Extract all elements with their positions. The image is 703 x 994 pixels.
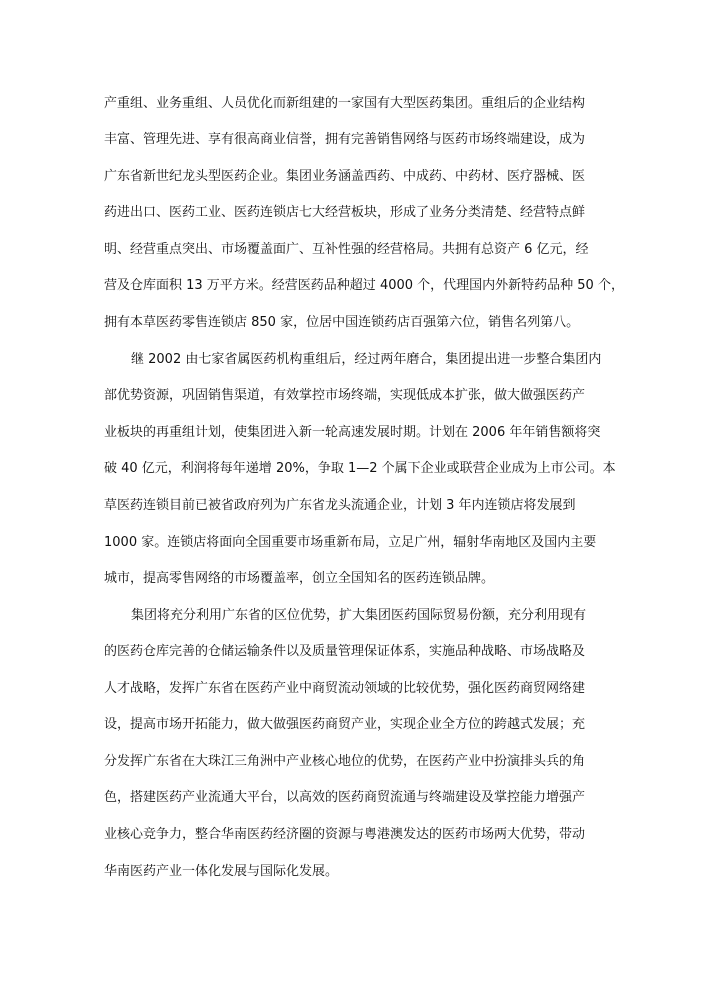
paragraph-line: 药进出口、医药工业、医药连锁店七大经营板块，形成了业务分类清楚、经营特点鲜 [104, 205, 586, 220]
paragraph-line: 破 40 亿元，利润将每年递增 20%，争取 1—2 个属下企业或联营企业成为上市公司。本 [104, 461, 616, 476]
paragraph-line: 明、经营重点突出、市场覆盖面广、互补性强的经营格局。共拥有总资产 6 亿元，经 [104, 242, 589, 257]
paragraph-line: 华南医药产业一体化发展与国际化发展。 [104, 864, 339, 879]
paragraph-line: 集团将充分利用广东省的区位优势，扩大集团医药国际贸易份额，充分利用现有 [131, 608, 587, 623]
paragraph-line: 产重组、业务重组、人员优化而新组建的一家国有大型医药集团。重组后的企业结构 [104, 96, 586, 111]
paragraph-line: 营及仓库面积 13 万平方米。经营医药品种超过 4000 个，代理国内外新特药品种 50 个， [104, 278, 624, 293]
paragraph-line: 业板块的再重组计划，使集团进入新一轮高速发展时期。计划在 2006 年年销售额将突 [104, 425, 601, 440]
paragraph-line: 人才战略，发挥广东省在医药产业中商贸流动领域的比较优势，强化医药商贸网络建 [104, 681, 586, 696]
paragraph-line: 色，搭建医药产业流通大平台，以高效的医药商贸流通与终端建设及掌控能力增强产 [104, 790, 586, 805]
paragraph-line: 部优势资源，巩固销售渠道，有效掌控市场终端，实现低成本扩张，做大做强医药产 [104, 388, 586, 403]
paragraph-line: 草医药连锁目前已被省政府列为广东省龙头流通企业，计划 3 年内连锁店将发展到 [104, 498, 576, 513]
paragraph-line: 分发挥广东省在大珠江三角洲中产业核心地位的优势，在医药产业中扮演排头兵的角 [104, 754, 586, 769]
paragraph-line: 拥有本草医药零售连锁店 850 家，位居中国连锁药店百强第六位，销售名列第八。 [104, 315, 580, 330]
paragraph-line: 继 2002 由七家省属医药机构重组后，经过两年磨合，集团提出进一步整合集团内 [131, 352, 602, 367]
paragraph-line: 业核心竞争力，整合华南医药经济圈的资源与粤港澳发达的医药市场两大优势，带动 [104, 827, 586, 842]
paragraph-line: 1000 家。连锁店将面向全国重要市场重新布局，立足广州，辐射华南地区及国内主要 [104, 535, 597, 550]
paragraph-line: 城市，提高零售网络的市场覆盖率，创立全国知名的医药连锁品牌。 [104, 571, 495, 586]
paragraph-line: 丰富、管理先进、享有很高商业信誉，拥有完善销售网络与医药市场终端建设，成为 [104, 132, 586, 147]
paragraph-line: 设，提高市场开拓能力，做大做强医药商贸产业，实现企业全方位的跨越式发展；充 [104, 717, 586, 732]
paragraph-line: 的医药仓库完善的仓储运输条件以及质量管理保证体系，实施品种战略、市场战略及 [104, 644, 586, 659]
paragraph-line: 广东省新世纪龙头型医药企业。集团业务涵盖西药、中成药、中药材、医疗器械、医 [104, 169, 586, 184]
